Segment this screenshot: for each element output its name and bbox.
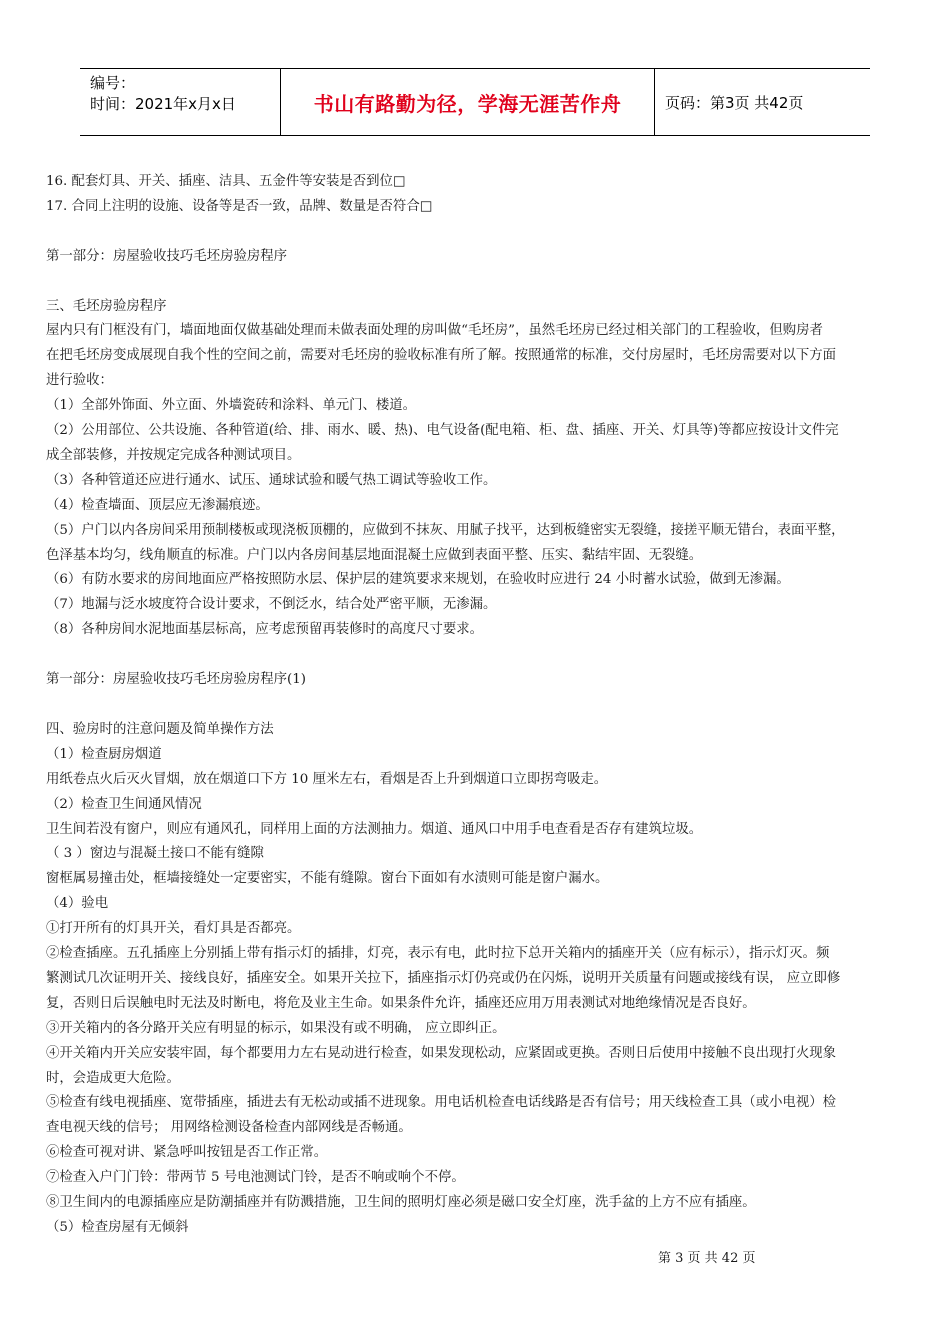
body-text-line: （5）检查房屋有无倾斜 bbox=[46, 1220, 189, 1235]
blank-line bbox=[46, 270, 906, 295]
body-text-line: 用纸卷点火后灭火冒烟，放在烟道口下方 10 厘米左右，看烟是否上升到烟道口立即拐弯吸走。 bbox=[46, 771, 608, 787]
body-text-line: 在把毛坯房变成展现自我个性的空间之前，需要对毛坯房的验收标准有所了解。按照通常的标准，交付房屋时，毛坯房需要对以下方面 bbox=[46, 348, 837, 364]
body-text-line: 色泽基本均匀，线角顺直的标准。户门以内各房间基层地面混凝土应做到表面平整、压实、黏结牢固、无裂缝。 bbox=[46, 547, 703, 563]
body-text-line: ②检查插座。五孔插座上分别插上带有指示灯的插排，灯亮，表示有电，此时拉下总开关箱内的插座开关（应有标示），指示灯灭。频 bbox=[46, 946, 830, 962]
body-text-line: 16. 配套灯具、开关、插座、洁具、五金件等安装是否到位□ bbox=[46, 174, 406, 189]
body-text-line: ③开关箱内的各分路开关应有明显的标示，如果没有或不明确， 应立即纠正。 bbox=[46, 1020, 506, 1036]
body-text-line: 卫生间若没有窗户，则应有通风孔，同样用上面的方法测抽力。烟道、通风口中用手电查看是否存有建筑垃圾。 bbox=[46, 821, 703, 837]
blank-line bbox=[46, 693, 906, 718]
body-text-line: （7）地漏与泛水坡度符合设计要求，不倒泛水，结合处严密平顺，无渗漏。 bbox=[46, 597, 497, 613]
body-text-line: （5）户门以内各房间采用预制楼板或现浇板顶棚的，应做到不抹灰、用腻子找平，达到板缝密实无裂缝，接搓平顺无错台，表面平整， bbox=[46, 522, 845, 538]
document-number-label: 编号： bbox=[90, 74, 136, 92]
body-text-line: 三、毛坯房验房程序 bbox=[46, 298, 167, 314]
body-text-line: ⑤检查有线电视插座、宽带插座，插进去有无松动或插不进现象。用电话机检查电话线路是否有信号；用天线检查工具（或小电视）检 bbox=[46, 1095, 837, 1111]
body-text-line: 17. 合同上注明的设施、设备等是否一致，品牌、数量是否符合□ bbox=[46, 198, 433, 214]
header-page-indicator: 页码：第3页 共42页 bbox=[665, 93, 804, 112]
blank-line bbox=[46, 220, 906, 245]
body-text-line: 查电视天线的信号； 用网络检测设备检查内部网线是否畅通。 bbox=[46, 1120, 412, 1136]
body-text-line: （2）公用部位、公共设施、各种管道(给、排、雨水、暖、热)、电气设备(配电箱、柜、盘、插座、开关、灯具等)等都应按设计文件完 bbox=[46, 423, 839, 439]
document-date: 时间：2021年x月x日 bbox=[90, 95, 236, 113]
body-text-line: 第一部分：房屋验收技巧毛坯房验房程序 bbox=[46, 248, 288, 264]
header-meta bbox=[80, 69, 281, 135]
document-body bbox=[46, 170, 906, 1241]
page-footer-number: 第 3 页 共 42 页 bbox=[658, 1251, 756, 1266]
body-text-line: （3）各种管道还应进行通水、试压、通球试验和暖气热工调试等验收工作。 bbox=[46, 472, 497, 488]
body-text-line: 复，否则日后误触电时无法及时断电，将危及业主生命。如果条件允许，插座还应用万用表测试对地绝缘情况是否良好。 bbox=[46, 995, 756, 1011]
body-text-line: 成全部装修，并按规定完成各种测试项目。 bbox=[46, 447, 301, 463]
body-text-line: 时，会造成更大危险。 bbox=[46, 1070, 180, 1086]
body-text-line: ⑥检查可视对讲、紧急呼叫按钮是否工作正常。 bbox=[46, 1145, 328, 1161]
body-text-line: 四、验房时的注意问题及简单操作方法 bbox=[46, 721, 274, 737]
body-text-line: （1）全部外饰面、外立面、外墙瓷砖和涂料、单元门、楼道。 bbox=[46, 398, 417, 414]
body-text-line: 屋内只有门框没有门，墙面地面仅做基础处理而未做表面处理的房叫做“毛坯房”，虽然毛坯房已经过相关部门的工程验收，但购房者 bbox=[46, 323, 823, 339]
page-header bbox=[80, 68, 870, 136]
body-text-line: ⑧卫生间内的电源插座应是防潮插座并有防溅措施，卫生间的照明灯座必须是磁口安全灯座，洗手盆的上方不应有插座。 bbox=[46, 1195, 756, 1211]
body-text-line: 第一部分：房屋验收技巧毛坯房验房程序(1) bbox=[46, 672, 306, 688]
body-text-line: （2）检查卫生间通风情况 bbox=[46, 796, 202, 812]
body-text-line: （4）验电 bbox=[46, 896, 109, 912]
body-text-line: ④开关箱内开关应安装牢固，每个都要用力左右晃动进行检查，如果发现松动，应紧固或更换。否则日后使用中接触不良出现打火现象 bbox=[46, 1045, 837, 1061]
body-text-line: （6）有防水要求的房间地面应严格按照防水层、保护层的建筑要求来规划，在验收时应进行 24 小时蓄水试验，做到无渗漏。 bbox=[46, 572, 790, 588]
body-text-line: （ 3 ）窗边与混凝土接口不能有缝隙 bbox=[46, 846, 264, 862]
header-motto: 书山有路勤为径，学海无涯苦作舟 bbox=[281, 69, 655, 135]
body-text-line: ⑦检查入户门门铃：带两节 5 号电池测试门铃，是否不响或响个不停。 bbox=[46, 1170, 465, 1186]
body-text-line: 进行验收： bbox=[46, 373, 113, 389]
body-text-line: ①打开所有的灯具开关，看灯具是否都亮。 bbox=[46, 921, 301, 937]
body-text-line: 窗框属易撞击处，框墙接缝处一定要密实，不能有缝隙。窗台下面如有水渍则可能是窗户漏水。 bbox=[46, 871, 609, 887]
blank-line bbox=[46, 643, 906, 668]
body-text-line: （8）各种房间水泥地面基层标高，应考虑预留再装修时的高度尺寸要求。 bbox=[46, 622, 484, 638]
body-text-line: （4）检查墙面、顶层应无渗漏痕迹。 bbox=[46, 497, 269, 513]
body-text-line: （1）检查厨房烟道 bbox=[46, 746, 162, 762]
body-text-line: 繁测试几次证明开关、接线良好，插座安全。如果开关拉下，插座指示灯仍亮或仍在闪烁，说明开关质量有问题或接线有误， 应立即修 bbox=[46, 970, 841, 986]
